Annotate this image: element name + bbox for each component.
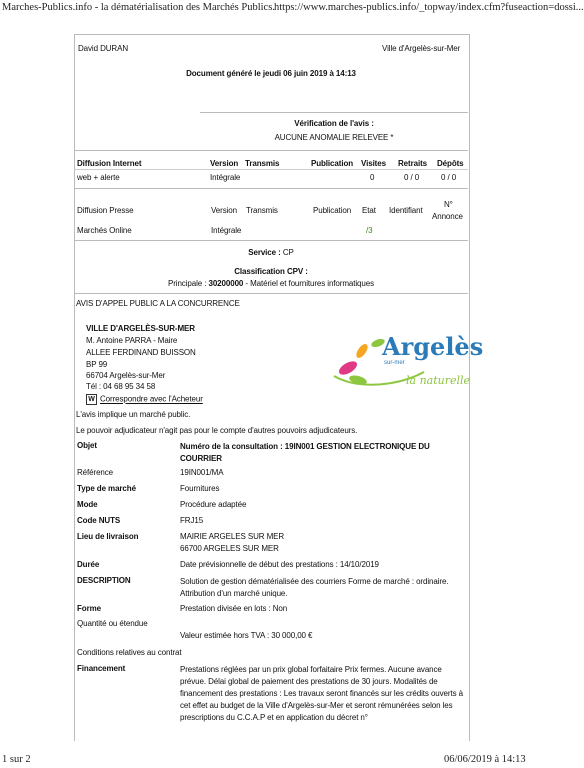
duree-value: Date prévisionnelle de début des prestations : 14/10/2019 (180, 560, 379, 569)
forme-value: Prestation divisée en lots : Non (180, 604, 288, 613)
service-value: CP (282, 248, 294, 257)
cpv-code: 30200000 (208, 279, 244, 288)
column-header: Visites (361, 159, 386, 168)
column-header: Etat (362, 206, 376, 215)
verification-status: AUCUNE ANOMALIE RELEVEE * (274, 133, 394, 142)
buyer-bp: BP 99 (86, 360, 108, 369)
conditions-heading: Conditions relatives au contrat (77, 648, 182, 657)
table-cell: Intégrale (210, 173, 241, 182)
column-header: Dépôts (437, 159, 464, 168)
table-cell: 0 (370, 173, 375, 182)
cpv-line (74, 279, 468, 289)
buyer-name: VILLE D'ARGELÈS-SUR-MER (86, 324, 195, 333)
column-header: Transmis (245, 159, 280, 168)
print-datetime: 06/06/2019 à 14:13 (444, 754, 526, 765)
column-header: Publication (313, 206, 352, 215)
column-header: Transmis (246, 206, 278, 215)
financement-value: Prestations réglées par un prix global forfaitaire Prix fermes. Aucune avance prévue. Délai global de paiement des prestations de 30 jours. Modalités de financement des prestations : Les travaux seront financés sur les crédits ouverts à cet effet au budget de la Ville d'Argelès-sur-Mer et seront rémunérées selon les prescriptions du C.C.A.P et en application du décret n° (180, 665, 463, 722)
table-cell: /3 (366, 226, 373, 235)
logo-tag: sur-mer (384, 360, 405, 366)
user-name: David DURAN (78, 44, 129, 53)
column-header: Diffusion Presse (77, 206, 134, 215)
description-value: Solution de gestion dématérialisée des courriers Forme de marché : ordinaire. Attribution d'un marché unique. (180, 577, 449, 598)
contact-buyer-label: Correspondre avec l'Acheteur (100, 394, 203, 404)
cpv-prefix: Principale : (167, 279, 207, 288)
page-title: Marches-Publics.info - la dématérialisation des Marchés Publics. (2, 2, 275, 13)
buyer-tel: Tél : 04 68 95 34 58 (86, 382, 156, 391)
type-value: Fournitures (180, 484, 220, 493)
quantite-value: Valeur estimée hors TVA : 30 000,00 € (180, 631, 313, 640)
note-2: Le pouvoir adjudicateur n'agit pas pour le compte d'autres pouvoirs adjudicateurs. (76, 426, 358, 435)
reference-value: 19IN001/MA (180, 468, 224, 477)
cpv-desc: - Matériel et fournitures informatiques (245, 279, 375, 288)
lieu-value-2: 66700 ARGELES SUR MER (180, 544, 279, 553)
service-label: Service : (248, 248, 281, 257)
service-line (74, 248, 468, 258)
financement-label: Financement (77, 664, 126, 673)
objet-label: Objet (77, 441, 97, 450)
nuts-value: FRJ15 (180, 516, 204, 525)
divider (74, 150, 468, 151)
lieu-label: Lieu de livraison (77, 532, 139, 541)
column-header: Diffusion Internet (77, 159, 142, 168)
page-url: https://www.marches-publics.info/_topway/index.cfm?fuseaction=dossi... (274, 2, 584, 13)
divider (74, 240, 468, 241)
divider (200, 112, 468, 113)
page-counter: 1 sur 2 (2, 754, 31, 765)
reference-label: Référence (77, 468, 114, 477)
column-header: N° (444, 200, 453, 209)
mode-value: Procédure adaptée (180, 500, 247, 509)
logo-script: la naturelle (406, 374, 471, 387)
table-cell: web + alerte (77, 173, 120, 182)
column-header: Identifiant (389, 206, 423, 215)
argeles-logo (328, 328, 484, 392)
column-header: Version (211, 206, 237, 215)
duree-label: Durée (77, 560, 100, 569)
city-name: Ville d'Argelès-sur-Mer (382, 44, 461, 53)
avis-title: AVIS D'APPEL PUBLIC A LA CONCURRENCE (76, 299, 240, 308)
lieu-value-1: MAIRIE ARGELES SUR MER (180, 532, 285, 541)
table-cell: Intégrale (211, 226, 242, 235)
table-cell: Marchés Online (77, 226, 132, 235)
column-header: Annonce (432, 212, 463, 221)
generated-date: Document généré le jeudi 06 juin 2019 à 14:13 (186, 69, 356, 78)
contact-buyer-link[interactable] (86, 394, 203, 405)
note-1: L'avis implique un marché public. (76, 410, 191, 419)
divider (74, 293, 468, 294)
column-header: Publication (311, 159, 354, 168)
table-cell: 0 / 0 (404, 173, 420, 182)
buyer-street: ALLEE FERDINAND BUISSON (86, 348, 196, 357)
mode-label: Mode (77, 500, 98, 509)
divider (74, 188, 468, 189)
verification-title: Vérification de l'avis : (294, 119, 374, 128)
description-label: DESCRIPTION (77, 576, 131, 585)
column-header: Version (210, 159, 239, 168)
quantite-label: Quantité ou étendue (77, 619, 148, 628)
cpv-title: Classification CPV : (234, 267, 308, 276)
divider (74, 169, 468, 170)
buyer-city: 66704 Argelès-sur-Mer (86, 371, 166, 380)
table-cell: 0 / 0 (441, 173, 457, 182)
logo-word: Argelès (382, 332, 484, 361)
column-header: Retraits (398, 159, 427, 168)
type-label: Type de marché (77, 484, 136, 493)
nuts-label: Code NUTS (77, 516, 121, 525)
forme-label: Forme (77, 604, 101, 613)
objet-value: Numéro de la consultation : 19IN001 GESTION ELECTRONIQUE DU COURRIER (180, 442, 430, 463)
mail-icon: W (86, 394, 97, 405)
buyer-contact: M. Antoine PARRA - Maire (86, 336, 178, 345)
